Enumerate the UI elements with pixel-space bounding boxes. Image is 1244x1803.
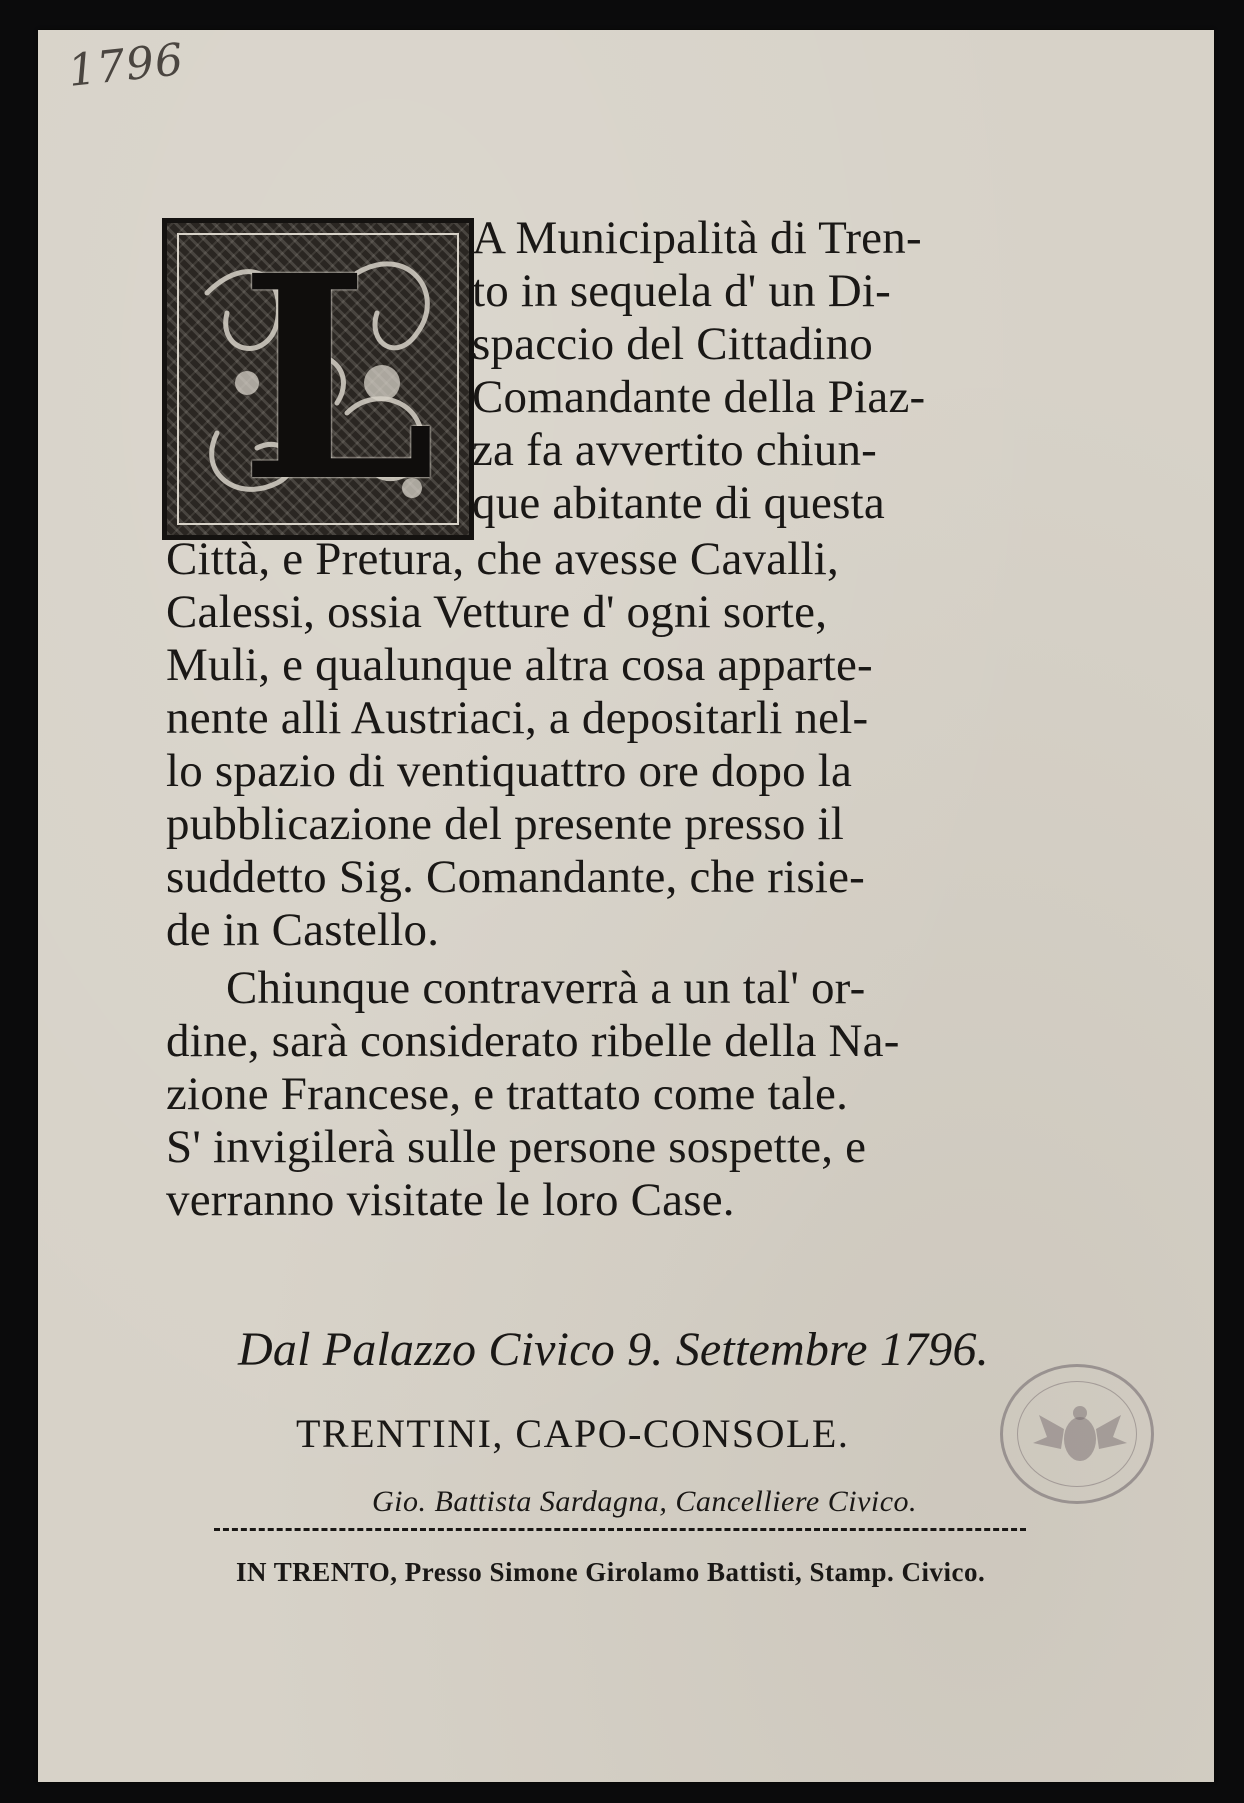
text-line: pubblicazione del presente presso il (166, 798, 845, 850)
text-line: S' invigilerà sulle persone sospette, e (166, 1121, 867, 1173)
text-line: spaccio del Cittadino (472, 318, 873, 370)
text-line: nente alli Austriaci, a depositarli nel- (166, 692, 869, 744)
eagle-crest-icon (1003, 1367, 1157, 1507)
text-line: to in sequela d' un Di- (472, 265, 892, 317)
divider-rule (214, 1528, 1026, 1531)
text-line: de in Castello. (166, 904, 440, 956)
decorated-initial (162, 215, 474, 544)
text-line: Comandante della Piaz- (472, 371, 926, 423)
text-line: que abitante di questa (472, 477, 885, 529)
chancellor-line: Gio. Battista Sardagna, Cancelliere Civico. (372, 1485, 918, 1518)
drop-cap-letter: L (239, 215, 436, 544)
text-line: lo spazio di ventiquattro ore dopo la (166, 745, 853, 797)
text-line: verranno visitate le loro Case. (166, 1174, 735, 1226)
text-line: Calessi, ossia Vetture d' ogni sorte, (166, 586, 828, 638)
text-line: dine, sarà considerato ribelle della Na- (166, 1015, 900, 1067)
library-stamp (1000, 1364, 1154, 1504)
text-line: suddetto Sig. Comandante, che risie- (166, 851, 866, 903)
signatory: TRENTINI, CAPO-CONSOLE. (296, 1411, 850, 1456)
text-line: Chiunque contraverrà a un tal' or- (226, 962, 866, 1014)
text-line: zione Francese, e trattato come tale. (166, 1068, 849, 1120)
printer-imprint: IN TRENTO, Presso Simone Girolamo Battisti, Stamp. Civico. (236, 1557, 986, 1587)
text-line: A Municipalità di Tren- (472, 212, 922, 264)
text-line: Muli, e qualunque altra cosa apparte- (166, 639, 873, 691)
handwritten-year: 1796 (65, 34, 187, 97)
text-line: za fa avvertito chiun- (472, 424, 878, 476)
dateline: Dal Palazzo Civico 9. Settembre 1796. (238, 1323, 989, 1376)
text-line: Città, e Pretura, che avesse Cavalli, (166, 533, 839, 585)
